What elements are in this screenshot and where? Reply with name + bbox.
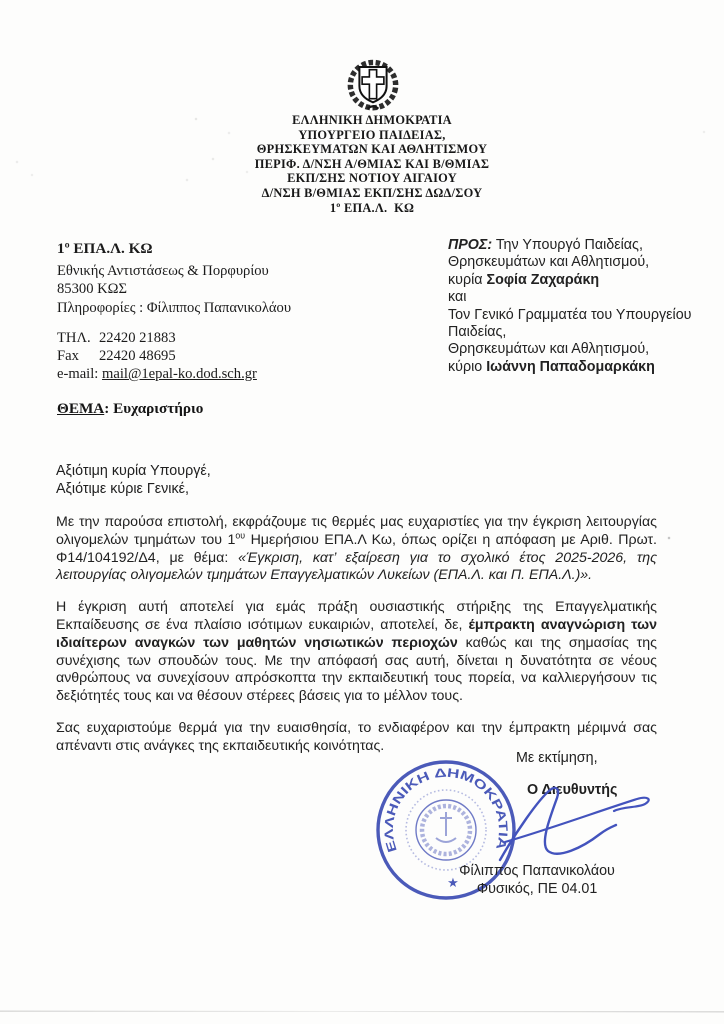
email-row (57, 366, 291, 384)
text-line: ΠΕΡΙΦ. Δ/ΝΣΗ Α/ΘΜΙΑΣ ΚΑΙ Β/ΘΜΙΑΣ (254, 156, 490, 171)
text-line: 1º ΕΠΑ.Λ. ΚΩ (329, 200, 415, 215)
text-line (448, 307, 698, 324)
text-line (448, 272, 698, 289)
text-line: Αξιότιμε κύριε Γενικέ, (56, 480, 189, 497)
text-line: Δ/ΝΣΗ Β/ΘΜΙΑΣ ΕΚΠ/ΣΗΣ ΔΩΔ/ΣΟΥ (261, 185, 483, 200)
fax-value: 22420 48695 (99, 348, 176, 365)
recipient-block (448, 237, 698, 376)
paragraph-2 (56, 599, 657, 706)
text-segment: Την Υπουργό Παιδείας, (492, 237, 643, 253)
letter-body (56, 514, 657, 756)
email-link[interactable]: mail@1epal-ko.dod.sch.gr (102, 365, 257, 382)
fax-row (57, 348, 291, 366)
phone-value: 22420 21883 (99, 330, 176, 347)
text-line (448, 237, 698, 254)
subject-label: ΘΕΜΑ (57, 400, 105, 417)
stamp-star-icon: ★ (447, 875, 459, 890)
text-segment: καθώς και της σημασίας της συνέχισης των σπουδών τους. Με την απόφασή σας αυτή, δίνεται η δυνατότητα σε νέους ανθρώπους να συνεχίσουν απρόσκοπτα την εκπαιδευτική τους πορεία, να καλλιεργήσουν τις δεξιότητές τους και να θέσουν στέρεες βάσεις για το μέλλον τους. (56, 634, 657, 705)
text-line: ΕΚΠ/ΣΗΣ ΝΟΤΙΟΥ ΑΙΓΑΙΟΥ (287, 171, 457, 186)
text-segment: Θρησκευμάτων και Αθλητισμού, (448, 341, 650, 358)
text-line: ΘΡΗΣΚΕΥΜΑΤΩΝ ΚΑΙ ΑΘΛΗΤΙΣΜΟΥ (256, 142, 488, 157)
text-line (448, 359, 698, 376)
text-segment: κυρία (448, 271, 487, 288)
text-segment: Ιωάννη Παπαδομαρκάκη (486, 358, 655, 375)
paragraph-1 (56, 514, 657, 585)
stamp-ring-text: ΕΛΛΗΝΙΚΗ ΔΗΜΟΚΡΑΤΙΑ (381, 765, 511, 854)
sender-address (57, 262, 291, 318)
signer-block (446, 862, 628, 898)
subject-text: Ευχαριστήριο (109, 400, 204, 417)
salutation (56, 463, 211, 498)
text-line (448, 289, 698, 306)
text-segment: Τον Γενικό Γραμματέα του Υπουργείου (448, 306, 692, 323)
letterhead-block (102, 113, 642, 215)
fax-label: Fax (57, 348, 79, 365)
text-segment: έμπρακτη αναγνώριση των ιδιαίτερων αναγκών των μαθητών νησιωτικών περιοχών (56, 616, 657, 651)
text-line: Αξιότιμη κυρία Υπουργέ, (56, 463, 211, 479)
text-line (448, 324, 698, 341)
text-line: 85300 ΚΩΣ (57, 281, 128, 298)
text-segment: ΠΡΟΣ: (448, 237, 493, 253)
subject-colon: : (104, 400, 110, 417)
text-line: Εθνικής Αντιστάσεως & Πορφυρίου (57, 262, 269, 279)
closing-regards: Με εκτίμηση, (516, 750, 598, 766)
text-segment: Σας ευχαριστούμε θερμά για την ευαισθησία, το ενδιαφέρον και την έμπρακτη μέριμνά σας απέναντι στις ανάγκες της εκπαιδευτικής κοινότητας. (56, 719, 657, 754)
text-segment: και (448, 289, 467, 306)
text-line (448, 341, 698, 358)
text-segment: ου (235, 530, 246, 541)
text-segment: Η έγκριση αυτή αποτελεί για εμάς πράξη ουσιαστικής στήριξης της Επαγγελματικής Εκπαίδευσης σε ένα πλαίσιο ισότιμων ευκαιριών, αποτελεί, δε, (56, 599, 657, 633)
signer-title: Φυσικός, ΠΕ 04.01 (476, 881, 598, 897)
text-segment: Με την παρούσα επιστολή, εκφράζουμε τις θερμές μας ευχαριστίες για την έγκριση λειτουργίας ολιγομελών τμημάτων του 1 (56, 514, 657, 548)
scan-noise (0, 0, 2, 2)
text-line: Πληροφορίες : Φίλιππος Παπανικολάου (57, 299, 292, 316)
text-segment: Σοφία Ζαχαράκη (486, 271, 600, 288)
text-line (448, 254, 698, 271)
handwritten-signature-icon (472, 770, 672, 870)
email-label: e-mail: (57, 365, 99, 382)
scan-edge-line (0, 1011, 724, 1013)
phone-label: ΤΗΛ. (57, 330, 91, 347)
sender-school-name: 1º ΕΠΑ.Λ. ΚΩ (57, 240, 153, 257)
text-segment: Παιδείας, (448, 324, 507, 341)
sender-block (57, 240, 291, 384)
text-segment: «Έγκριση, κατ’ εξαίρεση για το σχολικό έτος 2025-2026, της λειτουργίας ολιγομελών τμημάτων Επαγγελματικών Λυκείων (ΕΠΑ.Λ. και Π. ΕΠΑ.Λ.)». (56, 549, 658, 584)
text-segment: Θρησκευμάτων και Αθλητισμού, (448, 254, 650, 271)
sender-contact (57, 330, 291, 383)
text-line: ΕΛΛΗΝΙΚΗ ΔΗΜΟΚΡΑΤΙΑ (292, 113, 452, 127)
text-segment: κύριο (448, 358, 487, 375)
signer-name: Φίλιππος Παπανικολάου (459, 863, 615, 879)
greek-national-emblem-icon (344, 57, 402, 115)
subject-line (57, 400, 203, 418)
phone-row (57, 330, 291, 348)
text-segment: Ημερήσιου ΕΠΑ.Λ Κω, όπως ορίζει η απόφαση με Αριθ. Πρωτ. Φ14/104192/Δ4, με θέμα: (56, 531, 657, 566)
text-line: ΥΠΟΥΡΓΕΙΟ ΠΑΙΔΕΙΑΣ, (298, 127, 446, 142)
signer-role: Ο Διευθυντής (527, 782, 618, 798)
